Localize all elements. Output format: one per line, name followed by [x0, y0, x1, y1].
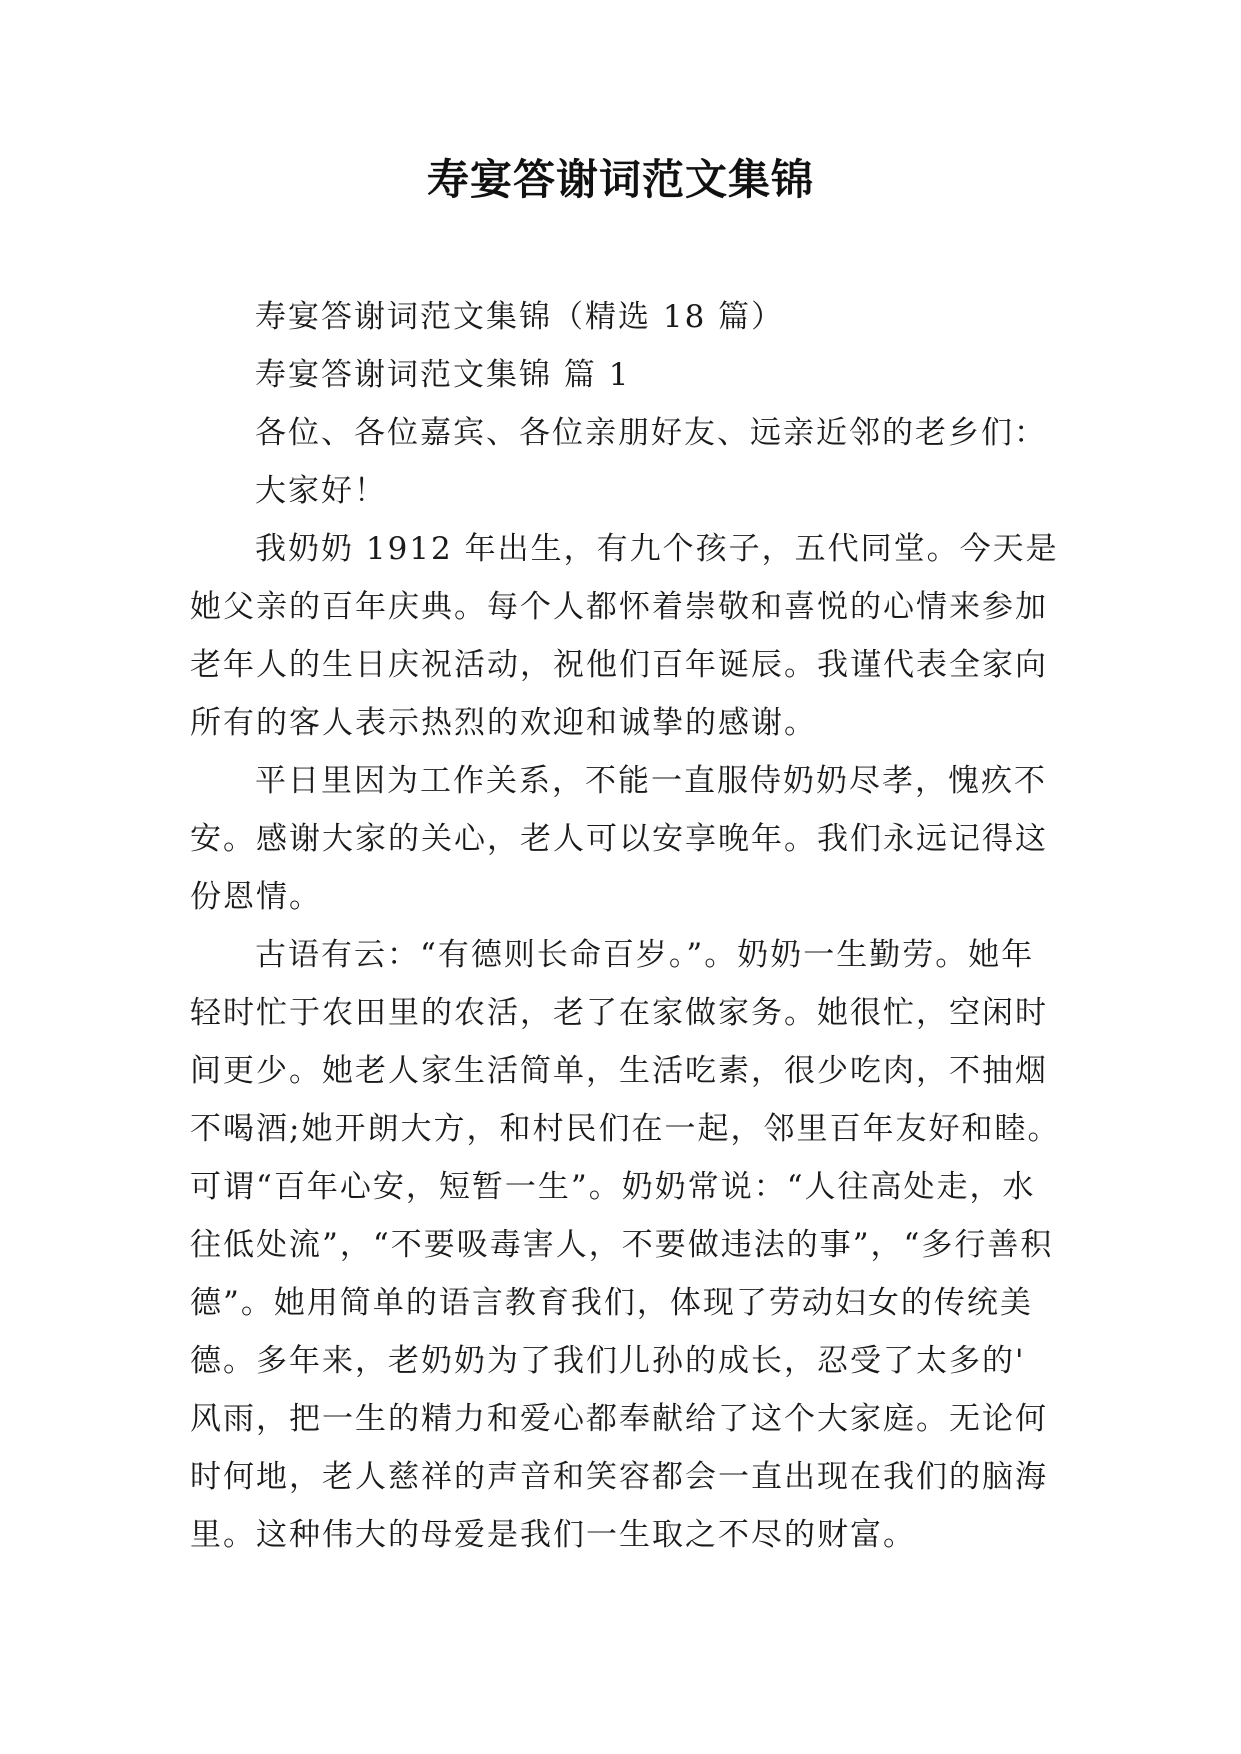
text-line: 轻时忙于农田里的农活，老了在家做家务。她很忙，空闲时 [190, 995, 1048, 1031]
text-line: 大家好！ [255, 473, 387, 509]
text-line: 份恩情。 [190, 879, 322, 915]
text-line: 各位、各位嘉宾、各位亲朋好友、远亲近邻的老乡们： [255, 415, 1047, 451]
text-line: 寿宴答谢词范文集锦 篇 1 [255, 357, 631, 393]
text-line: 老年人的生日庆祝活动，祝他们百年诞辰。我谨代表全家向 [190, 647, 1048, 683]
text-line: 她父亲的百年庆典。每个人都怀着崇敬和喜悦的心情来参加 [190, 589, 1048, 625]
text-line: 德”。她用简单的语言教育我们，体现了劳动妇女的传统美 [190, 1285, 1033, 1321]
text-line: 德。多年来，老奶奶为了我们儿孙的成长，忍受了太多的' [190, 1343, 1026, 1379]
text-line: 时何地，老人慈祥的声音和笑容都会一直出现在我们的脑海 [190, 1459, 1048, 1495]
text-line: 所有的客人表示热烈的欢迎和诚挚的感谢。 [190, 705, 817, 741]
text-line: 寿宴答谢词范文集锦（精选 18 篇） [255, 299, 785, 335]
text-line: 里。这种伟大的母爱是我们一生取之不尽的财富。 [190, 1517, 916, 1553]
text-line: 安。感谢大家的关心，老人可以安享晚年。我们永远记得这 [190, 821, 1048, 857]
document-body [190, 288, 1061, 1564]
text-line: 往低处流”，“不要吸毒害人，不要做违法的事”，“多行善积 [190, 1227, 1054, 1263]
text-line: 不喝酒;她开朗大方，和村民们在一起，邻里百年友好和睦。 [190, 1111, 1061, 1147]
text-line: 间更少。她老人家生活简单，生活吃素，很少吃肉，不抽烟 [190, 1053, 1048, 1089]
document-title: 寿宴答谢词范文集锦 [426, 155, 814, 204]
text-line: 风雨，把一生的精力和爱心都奉献给了这个大家庭。无论何 [190, 1401, 1048, 1437]
text-line: 可谓“百年心安，短暂一生”。奶奶常说：“人往高处走，水 [190, 1169, 1036, 1205]
text-line: 平日里因为工作关系，不能一直服侍奶奶尽孝，愧疚不 [255, 763, 1047, 799]
text-line: 我奶奶 1912 年出生，有九个孩子，五代同堂。今天是 [255, 531, 1059, 567]
text-line: 古语有云：“有德则长命百岁。”。奶奶一生勤劳。她年 [255, 937, 1035, 973]
